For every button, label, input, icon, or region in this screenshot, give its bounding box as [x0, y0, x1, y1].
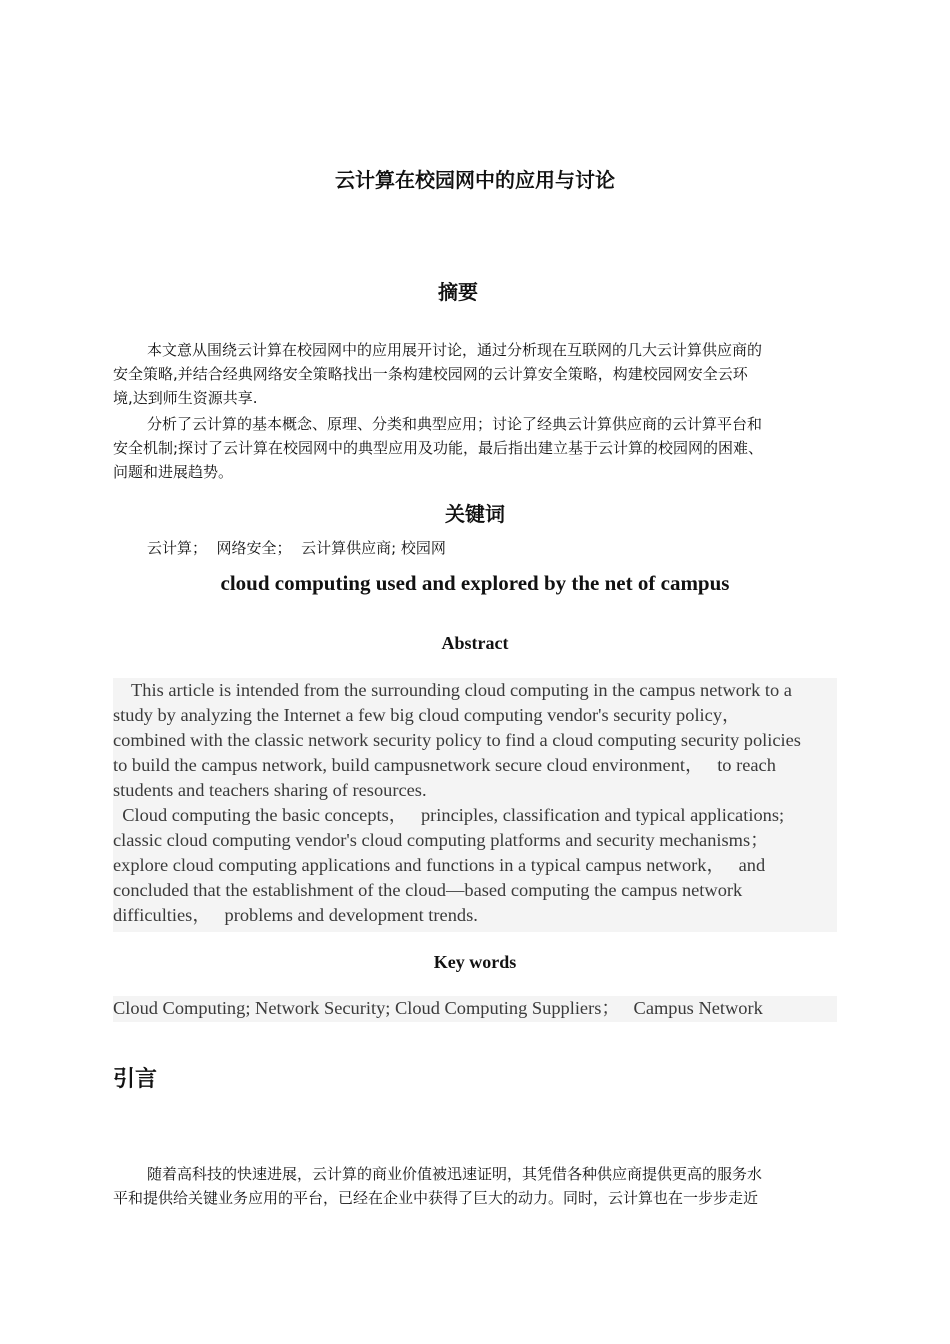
intro-heading: 引言	[113, 1067, 158, 1092]
text-line: 平和提供给关键业务应用的平台，已经在企业中获得了巨大的动力。同时，云计算也在一步步走近	[113, 1189, 759, 1207]
text-line: 安全机制;探讨了云计算在校园网中的典型应用及功能，最后指出建立基于云计算的校园网的困难、	[113, 439, 764, 457]
intro-paragraph	[113, 1162, 853, 1210]
document-title-en: cloud computing used and explored by the net of campus	[220, 571, 730, 595]
keywords-cn: 云计算； 网络安全； 云计算供应商; 校园网	[147, 539, 446, 557]
keywords-en: Cloud Computing; Network Security; Cloud Computing Suppliers； Campus Network	[113, 996, 837, 1022]
text-line: 境,达到师生资源共享.	[113, 389, 258, 407]
text-line: 本文意从围绕云计算在校园网中的应用展开讨论，通过分析现在互联网的几大云计算供应商的	[147, 341, 763, 359]
text-line: 随着高科技的快速进展，云计算的商业价值被迅速证明，其凭借各种供应商提供更高的服务水	[147, 1165, 763, 1183]
keywords-heading-cn: 关键词	[445, 502, 505, 526]
abstract-en-block	[113, 678, 837, 932]
abstract-heading-cn: 摘要	[438, 280, 478, 304]
text-line: 安全策略,并结合经典网络安全策略找出一条构建校园网的云计算安全策略，构建校园网安全云环	[113, 365, 748, 383]
text-line: Cloud computing the basic concepts， principles, classification and typical applications;	[113, 805, 785, 825]
abstract-cn-paragraph-2	[113, 412, 853, 484]
text-line: explore cloud computing applications and functions in a typical campus network， and	[113, 855, 766, 875]
keywords-heading-en: Key words	[433, 952, 517, 972]
abstract-heading-en: Abstract	[441, 633, 509, 653]
abstract-cn-paragraph-1	[113, 338, 853, 410]
text-line: study by analyzing the Internet a few big cloud computing vendor's security policy，	[113, 705, 741, 725]
text-line: concluded that the establishment of the cloud—based computing the campus network	[113, 880, 743, 900]
text-line: 问题和进展趋势。	[113, 463, 234, 481]
text-line: students and teachers sharing of resources.	[113, 780, 427, 800]
text-line: This article is intended from the surrounding cloud computing in the campus network to a	[113, 680, 792, 700]
text-line: to build the campus network, build campusnetwork secure cloud environment， to reach	[113, 755, 776, 775]
text-line: classic cloud computing vendor's cloud computing platforms and security mechanisms；	[113, 830, 769, 850]
document-title-cn: 云计算在校园网中的应用与讨论	[335, 168, 615, 192]
text-line: difficulties， problems and development trends.	[113, 905, 478, 925]
text-line: combined with the classic network security policy to find a cloud computing security policies	[113, 730, 801, 750]
text-line: 分析了云计算的基本概念、原理、分类和典型应用；讨论了经典云计算供应商的云计算平台和	[147, 415, 763, 433]
